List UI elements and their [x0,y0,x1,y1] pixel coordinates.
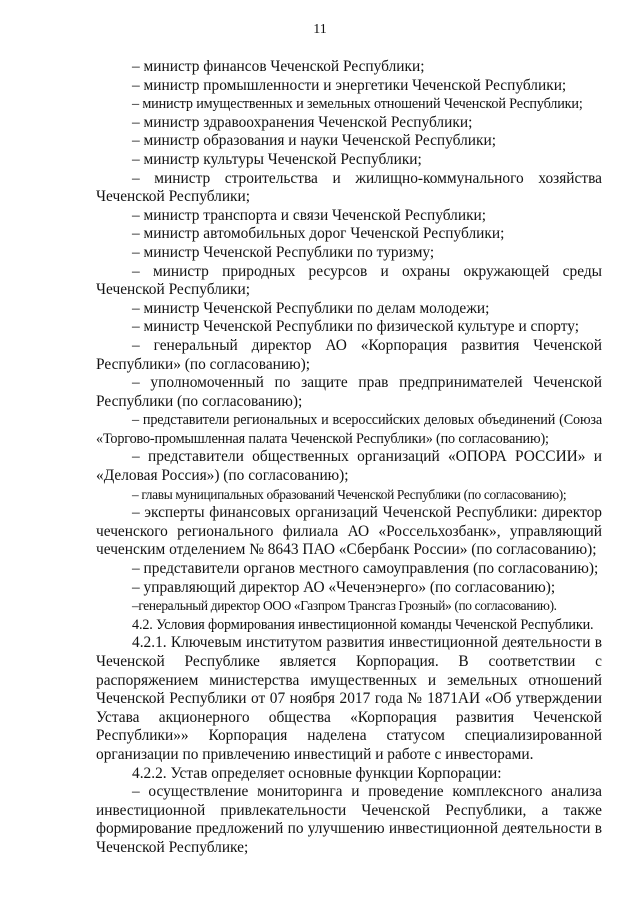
list-item: –генеральный директор ООО «Газпром Трансгаз Грозный» (по согласованию). [132,598,557,614]
list-item: – генеральный директор АО «Корпорация развития Чеченской Республики» (по согласованию); [96,336,602,373]
list-item: – главы муниципальных образований Чеченской Республики (по согласованию); [132,486,567,502]
list-item: – министр автомобильных дорог Чеченской Республики; [132,225,505,243]
list-item: – представители общественных организаций «ОПОРА РОССИИ» и «Деловая Россия») (по согласованию); [96,448,602,485]
list-item: – министр природных ресурсов и охраны окружающей среды Чеченской Республики; [96,262,602,299]
list-item: – уполномоченный по защите прав предпринимателей Чеченской Республики (по согласованию); [96,374,602,410]
list-item: – министр строительства и жилищно-коммунального хозяйства Чеченской Республики; [96,169,602,206]
document-body [96,58,602,858]
paragraph-4-2-2: 4.2.2. Устав определяет основные функции Корпорации: [132,764,502,782]
list-item: – министр здравоохранения Чеченской Республики; [132,113,473,131]
list-item: – министр транспорта и связи Чеченской Республики; [132,206,487,224]
list-item: – министр Чеченской Республики по туризму; [132,243,435,261]
list-item: – эксперты финансовых организаций Чеченской Республики: директор чеченского регионального филиала АО «Россельхозбанк», управляющий чеченским отделением № 8643 ПАО «Сбербанк России» (по согласованию); [96,504,602,559]
list-item: – представители региональных и всероссийских деловых объединений (Союза «Торгово-промышленная палата Чеченской Республики» (по согласованию); [96,412,602,447]
paragraph-4-2-2-item: – осуществление мониторинга и проведение комплексного анализа инвестиционной привлекательности Чеченской Республики, а также формирование предложений по улучшению инвестиционной деятельности в Чеченской Республике; [96,783,602,856]
list-item: – министр образования и науки Чеченской Республики; [132,132,496,150]
list-item: – министр Чеченской Республики по делам молодежи; [132,299,490,317]
section-heading: 4.2. Условия формирования инвестиционной команды Чеченской Республики. [132,616,594,633]
list-item: – министр Чеченской Республики по физической культуре и спорту; [132,318,580,336]
list-item: – представители органов местного самоуправления (по согласованию); [132,560,599,578]
list-item: – управляющий директор АО «Чеченэнерго» (по согласованию); [132,578,556,596]
page-number: 11 [313,22,327,37]
list-item: – министр финансов Чеченской Республики; [132,58,425,75]
paragraph-4-2-1: 4.2.1. Ключевым институтом развития инвестиционной деятельности в Чеченской Республике является Корпорация. В соответствии с распоряжением министерства имущественных и земельных отношений Чеченской Республики от 07 ноября 2017 года № 1871АИ «Об утверждении Устава акционерного общества «Корпорация развития Чеченской Республики»» Корпорация наделена статусом специализированной организации по привлечению инвестиций и работе с инвесторами. [96,634,602,763]
list-item: – министр имущественных и земельных отношений Чеченской Республики; [132,96,583,113]
list-item: – министр промышленности и энергетики Чеченской Республики; [132,76,567,94]
list-item: – министр культуры Чеченской Республики; [132,150,422,168]
